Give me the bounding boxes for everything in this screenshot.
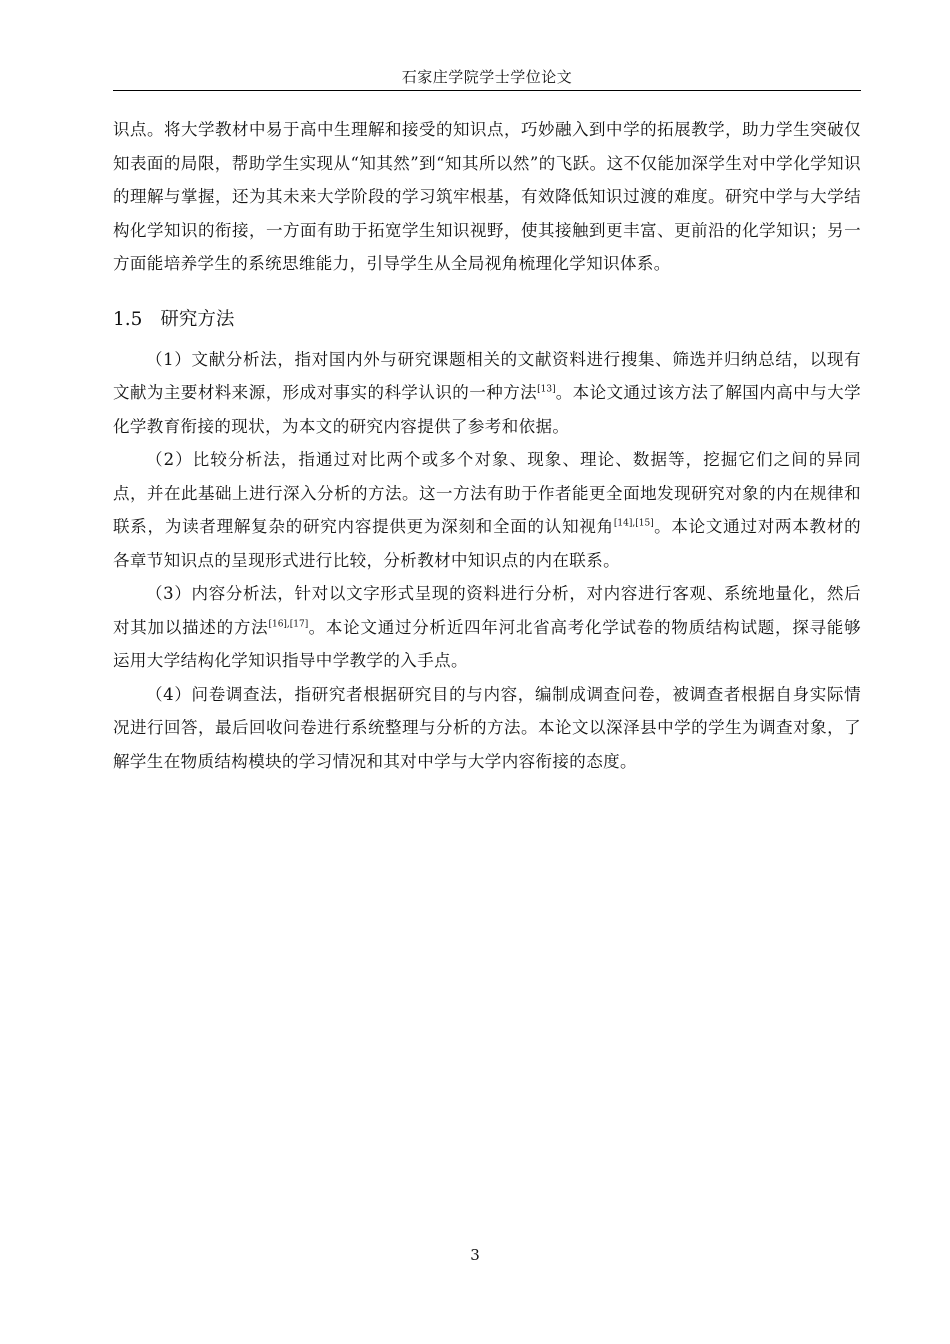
method-text: （4）问卷调查法，指研究者根据研究目的与内容，编制成调查问卷，被调查者根据自身实际情况进行回答，最后回收问卷进行系统整理与分析的方法。本论文以深泽县中学的学生为调查对象，了解学生在物质结构模块的学习情况和其对中学与大学内容衔接的态度。 [113,684,861,771]
method-text-continued: 。本论文通过对两本教材的各章节知识点的呈现形式进行比较，分析教材中知识点的内在联系。 [113,517,861,570]
running-header [113,64,861,91]
section-heading [113,303,861,337]
method-paragraph-1 [113,343,861,444]
method-text: （3）内容分析法，针对以文字形式呈现的资料进行分析，对内容进行客观、系统地量化，然后对其加以描述的方法 [113,584,861,637]
section-title: 研究方法 [160,308,235,330]
method-text: （2）比较分析法，指通过对比两个或多个对象、现象、理论、数据等，挖掘它们之间的异同点，并在此基础上进行深入分析的方法。这一方法有助于作者能更全面地发现研究对象的内在规律和联系，为读者理解复杂的研究内容提供更为深刻和全面的认知视角 [113,450,861,536]
method-paragraph-2 [113,443,861,577]
method-paragraph-4 [113,678,861,779]
method-text: （1）文献分析法，指对国内外与研究课题相关的文献资料进行搜集、筛选并归纳总结，以现有文献为主要材料来源，形成对事实的科学认识的一种方法 [113,349,861,402]
citation-ref: [14],[15] [613,518,654,529]
citation-ref: [13] [537,384,556,395]
header-title: 石家庄学院学士学位论文 [401,68,573,86]
page-number: 3 [470,1246,480,1264]
citation-ref: [16],[17] [268,619,309,629]
section-number: 1.5 [113,308,143,330]
intro-paragraph: 识点。将大学教材中易于高中生理解和接受的知识点，巧妙融入到中学的拓展教学，助力学生突破仅知表面的局限，帮助学生实现从“知其然”到“知其所以然”的飞跃。这不仅能加深学生对中学化学知识的理解与掌握，还为其未来大学阶段的学习筑牢根基，有效降低知识过渡的难度。研究中学与大学结构化学知识的衔接，一方面有助于拓宽学生知识视野，使其接触到更丰富、更前沿的化学知识；另一方面能培养学生的系统思维能力，引导学生从全局视角梳理化学知识体系。 [113,120,861,273]
method-paragraph-3 [113,577,861,678]
page-body [113,113,861,778]
method-text-continued: 。本论文通过该方法了解国内高中与大学化学教育衔接的现状，为本文的研究内容提供了参考和依据。 [113,383,862,436]
method-text-continued: 。本论文通过分析近四年河北省高考化学试卷的物质结构试题，探寻能够运用大学结构化学知识指导中学教学的入手点。 [113,617,861,670]
